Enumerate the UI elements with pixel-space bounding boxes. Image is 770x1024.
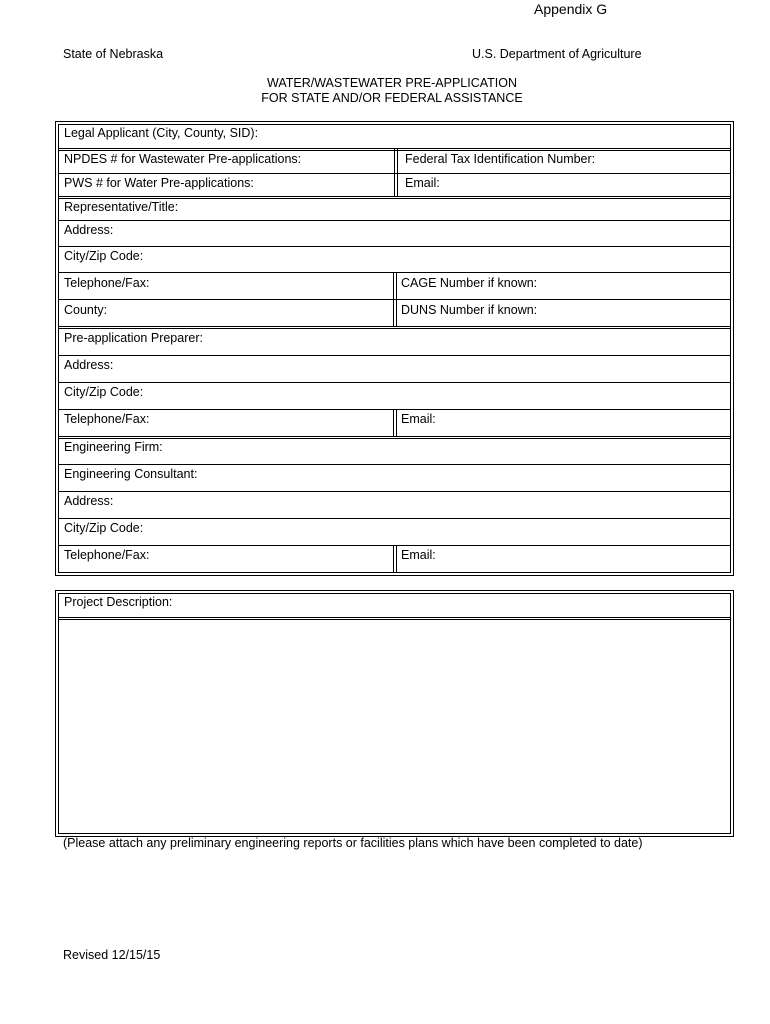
form-title [0, 76, 770, 106]
representative-label: Representative/Title: [64, 200, 179, 214]
county-label: County: [64, 303, 108, 317]
preparer-label: Pre-application Preparer: [64, 331, 203, 345]
preparer-address-field[interactable] [120, 357, 728, 380]
engineering-telephone-field[interactable] [155, 547, 390, 571]
engineering-consultant-label: Engineering Consultant: [64, 467, 198, 481]
row-divider [58, 491, 731, 492]
npdes-label: NPDES # for Wastewater Pre-applications: [64, 152, 302, 166]
column-divider [393, 410, 394, 436]
applicant-telephone-label: Telephone/Fax: [64, 276, 150, 290]
row-divider [58, 246, 731, 247]
engineering-address-label: Address: [64, 494, 114, 508]
representative-field[interactable] [185, 199, 728, 219]
appendix-label: Appendix G [534, 1, 608, 17]
attachment-note: (Please attach any preliminary engineering reports or facilities plans which have been completed to date) [63, 836, 643, 850]
row-divider [58, 355, 731, 356]
legal-applicant-field[interactable] [280, 125, 728, 147]
engineering-address-field[interactable] [120, 493, 728, 516]
row-divider [58, 518, 731, 519]
row-divider [58, 196, 731, 197]
applicant-email-label: Email: [405, 176, 440, 190]
form-title-line-2: FOR STATE AND/OR FEDERAL ASSISTANCE [261, 91, 523, 105]
department-label: U.S. Department of Agriculture [472, 47, 642, 61]
column-divider [394, 149, 395, 196]
engineering-city-zip-field[interactable] [150, 520, 728, 543]
legal-applicant-label: Legal Applicant (City, County, SID): [64, 126, 259, 140]
preparer-email-label: Email: [401, 412, 436, 426]
row-divider [58, 464, 731, 465]
engineering-firm-label: Engineering Firm: [64, 440, 163, 454]
preparer-telephone-label: Telephone/Fax: [64, 412, 150, 426]
applicant-address-field[interactable] [120, 222, 728, 244]
preparer-address-label: Address: [64, 358, 114, 372]
row-divider [58, 272, 731, 273]
form-title-line-1: WATER/WASTEWATER PRE-APPLICATION [266, 76, 517, 90]
preparer-city-zip-label: City/Zip Code: [64, 385, 144, 399]
engineering-email-label: Email: [401, 548, 436, 562]
revision-date: Revised 12/15/15 [63, 948, 161, 962]
county-field[interactable] [110, 302, 390, 324]
state-label: State of Nebraska [63, 47, 164, 61]
applicant-city-zip-label: City/Zip Code: [64, 249, 144, 263]
column-divider [393, 273, 394, 326]
cage-label: CAGE Number if known: [401, 276, 538, 290]
engineering-email-field[interactable] [440, 547, 728, 571]
row-divider [58, 220, 731, 221]
duns-label: DUNS Number if known: [401, 303, 538, 317]
pws-field[interactable] [260, 175, 390, 195]
applicant-city-zip-field[interactable] [150, 248, 728, 270]
pws-label: PWS # for Water Pre-applications: [64, 176, 254, 190]
row-divider [58, 299, 731, 300]
preparer-field[interactable] [210, 330, 728, 353]
engineering-telephone-label: Telephone/Fax: [64, 548, 150, 562]
applicant-email-field[interactable] [445, 175, 728, 195]
engineering-consultant-field[interactable] [205, 466, 728, 489]
npdes-field[interactable] [300, 151, 390, 172]
applicant-address-label: Address: [64, 223, 114, 237]
row-divider [58, 326, 731, 327]
project-description-field[interactable] [62, 621, 727, 830]
applicant-telephone-field[interactable] [155, 275, 390, 297]
federal-tax-id-label: Federal Tax Identification Number: [405, 152, 596, 166]
cage-field[interactable] [540, 275, 728, 297]
preparer-city-zip-field[interactable] [150, 384, 728, 407]
federal-tax-id-field[interactable] [600, 151, 728, 172]
engineering-city-zip-label: City/Zip Code: [64, 521, 144, 535]
project-description-label: Project Description: [64, 595, 173, 609]
column-divider [393, 546, 394, 573]
preparer-telephone-field[interactable] [155, 411, 390, 434]
row-divider [58, 545, 731, 546]
row-divider [58, 436, 731, 437]
row-divider [58, 409, 731, 410]
project-header-divider [58, 617, 731, 618]
duns-field[interactable] [540, 302, 728, 324]
preparer-email-field[interactable] [440, 411, 728, 434]
engineering-firm-field[interactable] [170, 439, 728, 462]
row-divider [58, 382, 731, 383]
